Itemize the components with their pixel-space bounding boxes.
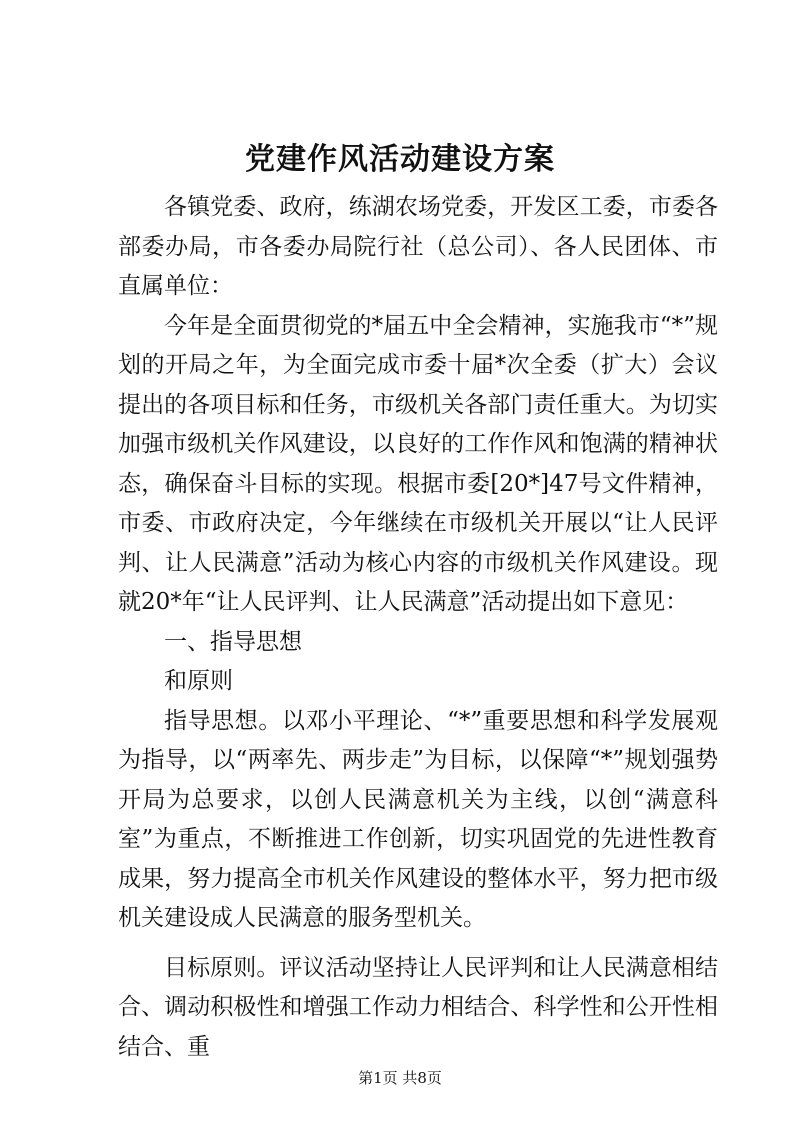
- page-number-footer: 第1页 共8页: [358, 1069, 442, 1087]
- paragraph-guiding-ideology: 指导思想。以邓小平理论、“*”重要思想和科学发展观为指导，以“两率先、两步走”为目标，以保障“*”规划强势开局为总要求，以创人民满意机关为主线，以创“满意科室”为重点，不断推进工作创新，切实巩固党的先进性教育成果，努力提高全市机关作风建设的整体水平，努力把市级机关建设成人民满意的服务型机关。: [118, 707, 718, 931]
- section-heading-continued: 和原则: [164, 668, 233, 694]
- paragraph-target-principles: 目标原则。评议活动坚持让人民评判和让人民满意相结合、调动积极性和增强工作动力相结合、科学性和公开性相结合、重: [118, 954, 718, 1060]
- section-heading: 一、指导思想: [164, 628, 302, 655]
- paragraph-addressees: 各镇党委、政府，练湖农场党委，开发区工委，市委各部委办局，市各委办局院行社（总公司）、各人民团体、市直属单位：: [118, 194, 718, 299]
- paragraph-intro: 今年是全面贯彻党的*届五中全会精神，实施我市“*”规划的开局之年，为全面完成市委十届*次全委（扩大）会议提出的各项目标和任务，市级机关各部门责任重大。为切实加强市级机关作风建设，以良好的工作作风和饱满的精神状态，确保奋斗目标的实现。根据市委[20*]47号文件精神，市委、市政府决定，今年继续在市级机关开展以“让人民评判、让人民满意”活动为核心内容的市级机关作风建设。现就20*年“让人民评判、让人民满意”活动提出如下意见：: [118, 312, 718, 615]
- document-title: 党建作风活动建设方案: [245, 142, 555, 177]
- document-body: [118, 188, 718, 1067]
